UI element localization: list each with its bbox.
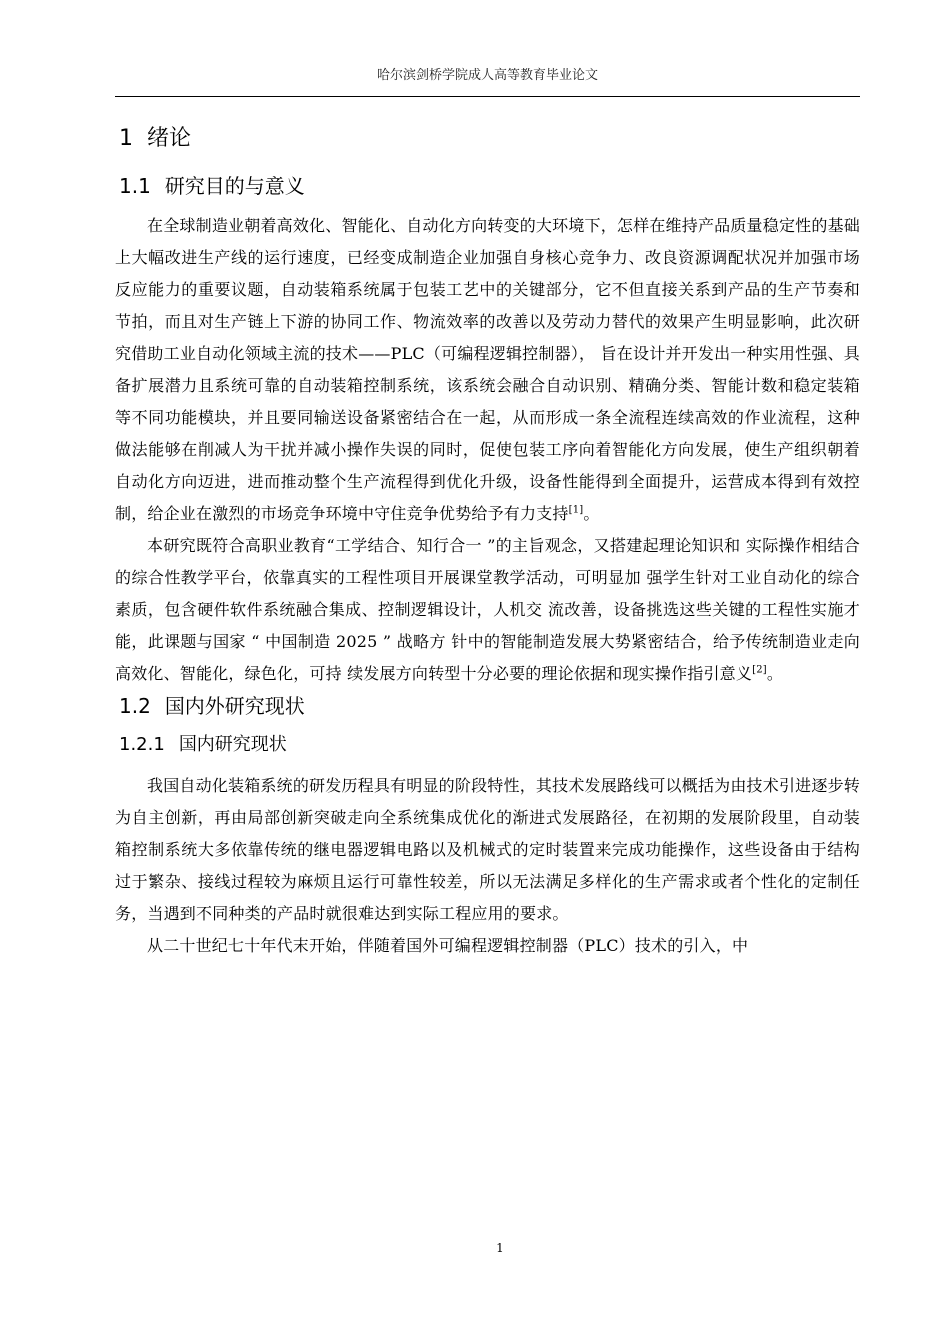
chapter-title: 绪论 — [147, 126, 192, 151]
section-title: 国内外研究现状 — [164, 694, 305, 718]
paragraph-text: 本研究既符合高职业教育“工学结合、知行合一 ”的主旨观念，又搭建起理论知识和 实际操作相结合的综合性教学平台，依靠真实的工程性项目开展课堂教学活动，可明显加 强学生针对工业自动化的综合素质，包含硬件软件系统融合集成、控制逻辑设计，人机交 流改善，设备挑选这些关键的工程性实施才能，此课题与国家 “ 中国制造 2025 ” 战略方 针中的智能制造发展大势紧密结合，给予传统制造业走向高效化、智能化，绿色化，可持 续发展方向转型十分必要的理论依据和现实操作指引意义 — [115, 536, 860, 683]
paragraph-end: 。 — [583, 504, 600, 523]
header-divider — [115, 96, 860, 97]
paragraph-domestic-status: 我国自动化装箱系统的研发历程具有明显的阶段特性，其技术发展路线可以概括为由技术引进逐步转为自主创新，再由局部创新突破走向全系统集成优化的渐进式发展路径，在初期的发展阶段里，自动装箱控制系统大多依靠传统的继电器逻辑电路以及机械式的定时装置来完成功能操作，这些设备由于结构过于繁杂、接线过程较为麻烦且运行可靠性较差，所以无法满足多样化的生产需求或者个性化的定制任务，当遇到不同种类的产品时就很难达到实际工程应用的要求。 — [115, 776, 860, 923]
paragraph-research-purpose — [115, 210, 860, 530]
section-heading-1-1 — [119, 170, 860, 202]
section-number: 1.1 — [119, 174, 151, 198]
citation-ref: [2] — [752, 664, 767, 676]
subsection-number: 1.2.1 — [119, 734, 165, 755]
paragraph-research-significance — [115, 530, 860, 690]
subsection-heading-1-2-1 — [119, 730, 860, 760]
page-header: 哈尔滨剑桥学院成人高等教育毕业论文 — [376, 68, 598, 83]
section-title: 研究目的与意义 — [164, 174, 305, 198]
section-heading-1-2 — [119, 690, 860, 722]
citation-ref: [1] — [568, 504, 584, 516]
page-number: 1 — [496, 1241, 504, 1255]
paragraph-text: 在全球制造业朝着高效化、智能化、自动化方向转变的大环境下，怎样在维持产品质量稳定性的基础上大幅改进生产线的运行速度，已经变成制造企业加强自身核心竞争力、改良资源调配状况并加强市场反应能力的重要议题，自动装箱系统属于包装工艺中的关键部分，它不但直接关系到产品的生产节奏和节拍，而且对生产链上下游的协同工作、物流效率的改善以及劳动力替代的效果产生明显影响，此次研究借助工业自动化领域主流的技术——PLC（可编程逻辑控制器）， 旨在设计并开发出一种实用性强、具备扩展潜力且系统可靠的自动装箱控制系统，该系统会融合自动识别、精确分类、智能计数和稳定装箱等不同功能模块，并且要同输送设备紧密结合在一起，从而形成一条全流程连续高效的作业流程，这种做法能够在削减人为干扰并减小操作失误的同时，促使包装工序向着智能化方向发展，使生产组织朝着自动化方向迈进，进而推动整个生产流程得到优化升级，设备性能得到全面提升，运营成本得到有效控制，给企业在激烈的市场竞争环境中守住竞争优势给予有力支持 — [115, 216, 860, 523]
paragraph-plc-history: 从二十世纪七十年代末开始，伴随着国外可编程逻辑控制器（PLC）技术的引入，中 — [147, 936, 749, 955]
paragraph-end: 。 — [766, 664, 784, 683]
chapter-heading — [119, 122, 860, 156]
section-number: 1.2 — [119, 694, 151, 718]
page-body — [115, 122, 860, 962]
chapter-number: 1 — [119, 126, 133, 151]
subsection-title: 国内研究现状 — [178, 734, 287, 755]
